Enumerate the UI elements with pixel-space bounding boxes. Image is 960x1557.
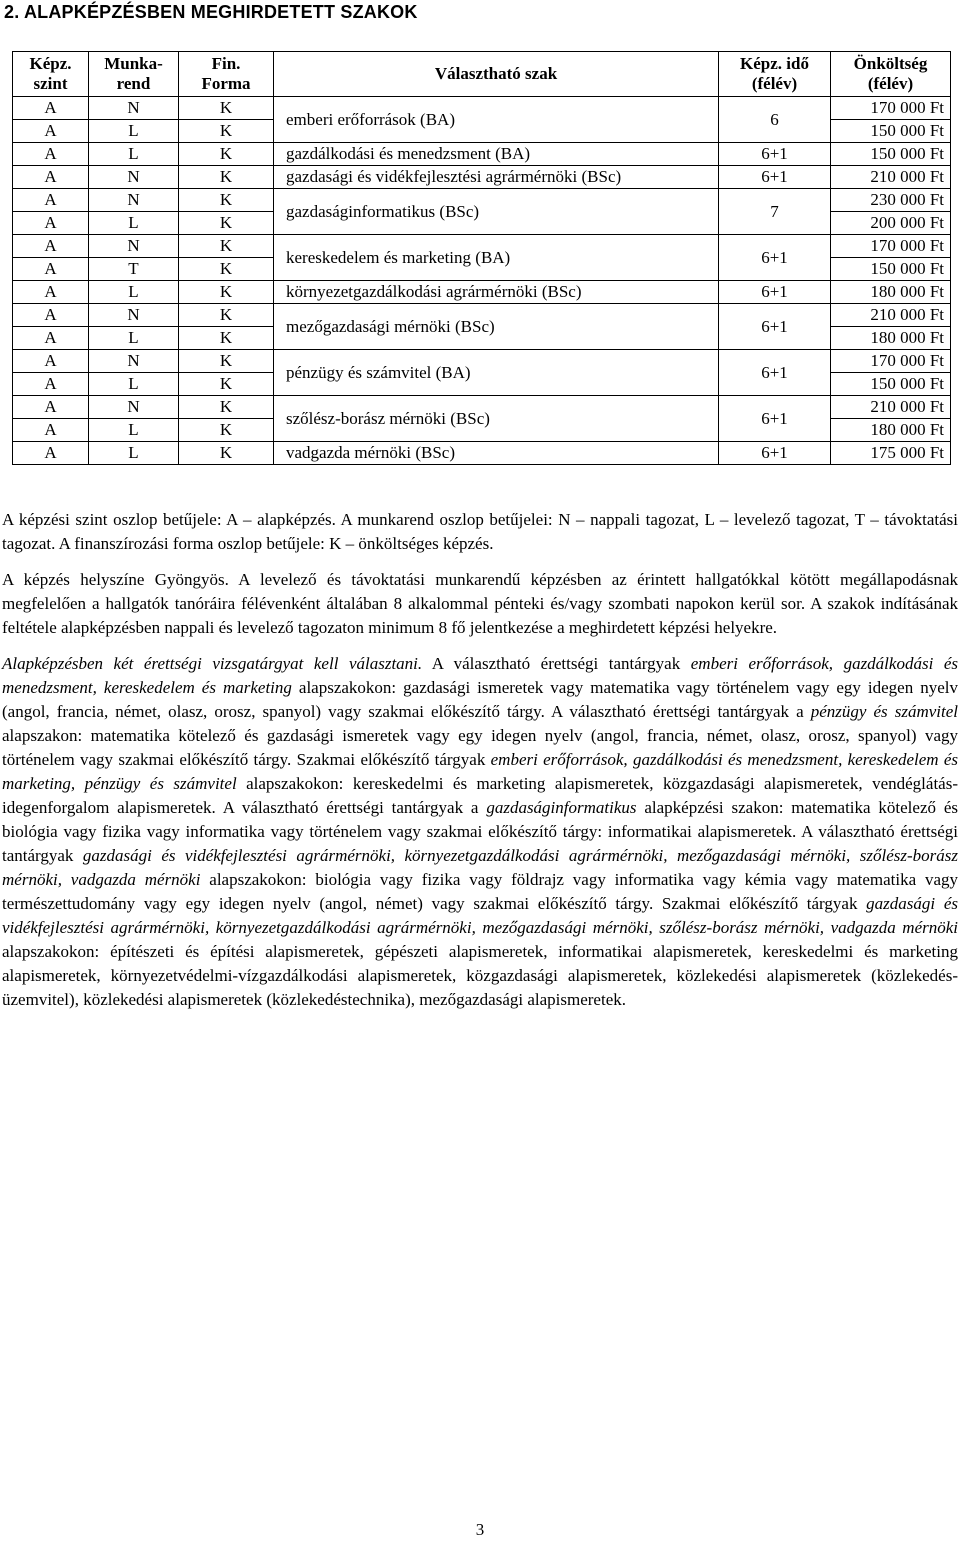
cell-onkoltseg: 180 000 Ft [831,327,951,350]
cell-szint: A [13,189,89,212]
cell-kepzesi-ido: 6+1 [719,281,831,304]
cell-munkarend: N [89,166,179,189]
cell-munkarend: L [89,212,179,235]
cell-munkarend: L [89,419,179,442]
cell-onkoltseg: 230 000 Ft [831,189,951,212]
cell-fin-forma: K [179,442,274,465]
note-text-italic: Alapképzésben két érettségi vizsgatárgyat kell választani. [2,654,423,673]
cell-szint: A [13,143,89,166]
cell-fin-forma: K [179,304,274,327]
table-row [13,97,951,120]
cell-szak: vadgazda mérnöki (BSc) [274,442,719,465]
cell-onkoltseg: 170 000 Ft [831,235,951,258]
note-text: alapszakokon: gazdasági ismeretek vagy matematika vagy történelem vagy egy idegen nyelv (angol, francia, német, olasz, orosz, spanyol) vagy szakmai előkészítő tárgy. A választható érettségi tantárgyak a [2,678,958,721]
cell-fin-forma: K [179,120,274,143]
note-text-italic: emberi erőforrások, gazdálkodási és menedzsment, kereskedelem és marketing, pénzügy és számvitel [2,750,958,793]
cell-munkarend: N [89,189,179,212]
header-munkarend: Munka- rend [89,52,179,97]
cell-szak: gazdasági és vidékfejlesztési agrármérnöki (BSc) [274,166,719,189]
note-text: alapszakokon: biológia vagy fizika vagy földrajz vagy informatika vagy kémia vagy matematika vagy természettudomány vagy egy idegen nyelv (angol, német) vagy szakmai előkészítő tárgy. Szakmai előkészítő tárgyak [2,870,959,913]
cell-szak: mezőgazdasági mérnöki (BSc) [274,304,719,350]
cell-onkoltseg: 170 000 Ft [831,97,951,120]
cell-munkarend: N [89,235,179,258]
cell-szak: pénzügy és számvitel (BA) [274,350,719,396]
note-paragraph [2,568,958,640]
table-row [13,396,951,419]
cell-fin-forma: K [179,258,274,281]
table-header-row [13,52,951,97]
cell-szak: környezetgazdálkodási agrármérnöki (BSc) [274,281,719,304]
cell-onkoltseg: 180 000 Ft [831,419,951,442]
cell-szint: A [13,373,89,396]
cell-szint: A [13,281,89,304]
cell-kepzesi-ido: 6+1 [719,396,831,442]
cell-szak: kereskedelem és marketing (BA) [274,235,719,281]
cell-munkarend: N [89,97,179,120]
note-paragraph [2,652,958,1012]
cell-kepzesi-ido: 6+1 [719,350,831,396]
cell-szint: A [13,327,89,350]
header-kepzesi-ido: Képz. idő (félév) [719,52,831,97]
cell-munkarend: L [89,373,179,396]
note-text-italic: pénzügy és számvitel [810,702,959,721]
cell-onkoltseg: 210 000 Ft [831,304,951,327]
cell-fin-forma: K [179,212,274,235]
cell-szak: szőlész-borász mérnöki (BSc) [274,396,719,442]
note-text: A választható érettségi tantárgyak [422,654,691,673]
note-text-italic: gazdasági és vidékfejlesztési agrármérnöki, környezetgazdálkodási agrármérnöki, mezőgazdasági mérnöki, szőlész-borász mérnöki, vadgazda mérnöki [2,894,958,937]
cell-kepzesi-ido: 6+1 [719,166,831,189]
cell-kepzesi-ido: 6+1 [719,143,831,166]
note-text: alapszakokon: kereskedelmi és marketing alapismeretek, közgazdasági alapismeretek, vendéglátás-idegenforgalom alapismeretek. A választható érettségi tantárgyak a [2,774,958,817]
cell-onkoltseg: 150 000 Ft [831,258,951,281]
cell-munkarend: N [89,304,179,327]
table-row [13,166,951,189]
cell-fin-forma: K [179,97,274,120]
cell-fin-forma: K [179,419,274,442]
table-row [13,235,951,258]
cell-onkoltseg: 200 000 Ft [831,212,951,235]
cell-onkoltseg: 150 000 Ft [831,120,951,143]
note-text: A képzés helyszíne Gyöngyös. A levelező és távoktatási munkarendű képzésben az érintett hallgatókkal kötött megállapodásnak megfelelően a hallgatók tanóráira félévenként általában 8 alkalommal pénteki és/vagy szombati napokon kerül sor. A szakok indításának feltétele alapképzésben nappali és levelező tagozaton minimum 8 fő jelentkezése a meghirdetett képzési helyekre. [2,570,958,637]
table-row [13,442,951,465]
cell-munkarend: L [89,327,179,350]
cell-szint: A [13,166,89,189]
header-onkoltseg: Önköltség (félév) [831,52,951,97]
note-text-italic: gazdasági és vidékfejlesztési agrármérnöki, környezetgazdálkodási agrármérnöki, mezőgazdasági mérnöki, szőlész-borász mérnöki, vadgazda mérnöki [2,846,958,889]
cell-fin-forma: K [179,189,274,212]
cell-szint: A [13,442,89,465]
cell-szint: A [13,212,89,235]
cell-munkarend: L [89,143,179,166]
cell-fin-forma: K [179,396,274,419]
notes-section [2,508,958,1024]
cell-szak: emberi erőforrások (BA) [274,97,719,143]
cell-kepzesi-ido: 6 [719,97,831,143]
cell-kepzesi-ido: 7 [719,189,831,235]
cell-fin-forma: K [179,281,274,304]
cell-szint: A [13,350,89,373]
cell-munkarend: L [89,120,179,143]
table-row [13,143,951,166]
cell-fin-forma: K [179,373,274,396]
cell-fin-forma: K [179,350,274,373]
cell-szint: A [13,396,89,419]
cell-fin-forma: K [179,143,274,166]
note-text-italic: gazdaságinformatikus [486,798,637,817]
cell-kepzesi-ido: 6+1 [719,442,831,465]
cell-fin-forma: K [179,327,274,350]
cell-onkoltseg: 170 000 Ft [831,350,951,373]
cell-szint: A [13,120,89,143]
table-row [13,304,951,327]
cell-szak: gazdaságinformatikus (BSc) [274,189,719,235]
note-text: alapszakokon: építészeti és építési alapismeretek, gépészeti alapismeretek, informatikai alapismeretek, kereskedelmi és marketing alapismeretek, környezetvédelmi-vízgazdálkodási alapismeretek, közgazdasági alapismeretek, közlekedési alapismeretek (közlekedés-üzemvitel), közlekedési alapismeretek (közlekedéstechnika), mezőgazdasági alapismeretek. [2,942,958,1009]
cell-onkoltseg: 150 000 Ft [831,373,951,396]
cell-onkoltseg: 150 000 Ft [831,143,951,166]
section-heading: 2. ALAPKÉPZÉSBEN MEGHIRDETETT SZAKOK [4,2,418,22]
cell-munkarend: N [89,350,179,373]
cell-munkarend: N [89,396,179,419]
cell-onkoltseg: 175 000 Ft [831,442,951,465]
note-text: A képzési szint oszlop betűjele: A – alapképzés. A munkarend oszlop betűjelei: N – nappali tagozat, L – levelező tagozat, T – távoktatási tagozat. A finanszírozási forma oszlop betűjele: K – önköltséges képzés. [2,510,958,553]
cell-munkarend: T [89,258,179,281]
programs-table [12,51,951,465]
cell-szint: A [13,235,89,258]
header-szak: Választható szak [274,52,719,97]
cell-kepzesi-ido: 6+1 [719,235,831,281]
cell-fin-forma: K [179,235,274,258]
cell-fin-forma: K [179,166,274,189]
cell-szint: A [13,304,89,327]
table-row [13,350,951,373]
cell-szak: gazdálkodási és menedzsment (BA) [274,143,719,166]
note-paragraph [2,508,958,556]
note-text-italic: emberi erőforrások, gazdálkodási és menedzsment, kereskedelem és marketing [2,654,958,697]
header-szint: Képz. szint [13,52,89,97]
cell-szint: A [13,97,89,120]
header-fin-forma: Fin. Forma [179,52,274,97]
table-row [13,281,951,304]
cell-szint: A [13,258,89,281]
cell-onkoltseg: 210 000 Ft [831,166,951,189]
note-text: alapképzési szakon: matematika kötelező és biológia vagy fizika vagy informatika vagy történelem vagy szakmai előkészítő tárgy: informatikai alapismeretek. A választható érettségi tantárgyak [2,798,959,865]
cell-kepzesi-ido: 6+1 [719,304,831,350]
cell-munkarend: L [89,442,179,465]
cell-munkarend: L [89,281,179,304]
page-number: 3 [475,1520,485,1539]
note-text: alapszakon: matematika kötelező és gazdasági ismeretek vagy egy idegen nyelv (angol, francia, német, olasz, orosz, spanyol) vagy történelem vagy szakmai előkészítő tárgy. Szakmai előkészítő tárgyak [2,726,958,769]
table-row [13,189,951,212]
cell-onkoltseg: 210 000 Ft [831,396,951,419]
cell-onkoltseg: 180 000 Ft [831,281,951,304]
table-body [13,97,951,465]
cell-szint: A [13,419,89,442]
